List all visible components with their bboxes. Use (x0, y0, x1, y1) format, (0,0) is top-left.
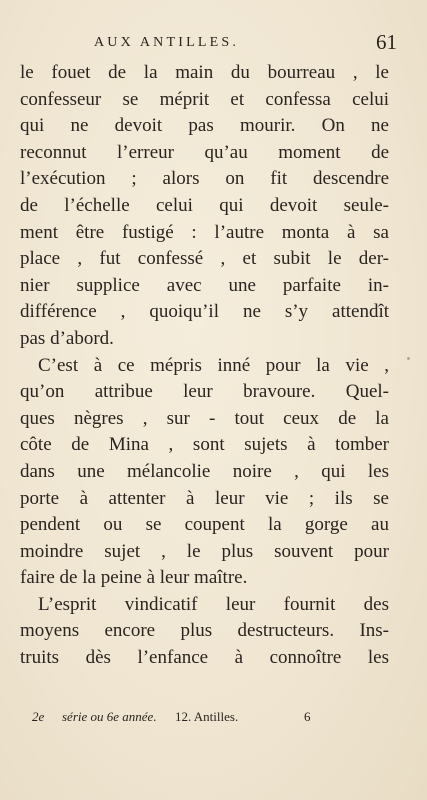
text-line: truits dès l’enfance à connoître les (20, 647, 389, 669)
text-line: qu’on attribue leur bravoure. Quel- (20, 381, 389, 403)
paragraph-start-line: C’est à ce mépris inné pour la vie , (38, 354, 389, 376)
text-line: dans une mélancolie noire , qui les (20, 460, 389, 482)
text-line: côte de Mina , sont sujets à tomber (20, 434, 389, 456)
body-text (20, 60, 389, 672)
text-line: pas d’abord. (20, 327, 114, 349)
signature-volume: 12. Antilles. (175, 709, 239, 724)
text-line: confesseur se méprit et confessa celui (20, 88, 389, 110)
text-line: différence , quoiqu’il ne s’y attendît (20, 301, 389, 323)
text-line: ment être fustigé : l’autre monta à sa (20, 221, 389, 243)
text-line: nier supplice avec une parfaite in- (20, 274, 389, 296)
running-head-title: AUX ANTILLES. (94, 35, 240, 50)
text-line: faire de la peine à leur maître. (20, 567, 248, 589)
signature-series-text: série ou 6e année. (62, 709, 157, 724)
text-line: place , fut confessé , et subit le der- (20, 248, 389, 270)
page-number: 61 (376, 30, 397, 54)
signature-series-number: 2e (32, 709, 45, 724)
running-head (20, 32, 397, 54)
text-line: porte à attenter à leur vie ; ils se (20, 487, 389, 509)
paragraph-start-line: L’esprit vindicatif leur fournit des (38, 593, 389, 615)
signature-mark: 6 (304, 709, 311, 724)
text-line: qui ne devoit pas mourir. On ne (20, 115, 389, 137)
text-line: le fouet de la main du bourreau , le (20, 62, 389, 83)
text-line: pendent ou se coupent la gorge au (20, 514, 389, 536)
printer-signature (0, 709, 427, 729)
text-line: moindre sujet , le plus souvent pour (20, 540, 389, 562)
text-line: de l’échelle celui qui devoit seule- (20, 194, 389, 216)
text-line: l’exécution ; alors on fit descendre (20, 168, 389, 190)
text-line: reconnut l’erreur qu’au moment de (20, 141, 389, 163)
text-line: moyens encore plus destructeurs. Ins- (20, 620, 389, 642)
paper-speck (407, 357, 410, 360)
text-line: ques nègres , sur - tout ceux de la (20, 407, 389, 429)
